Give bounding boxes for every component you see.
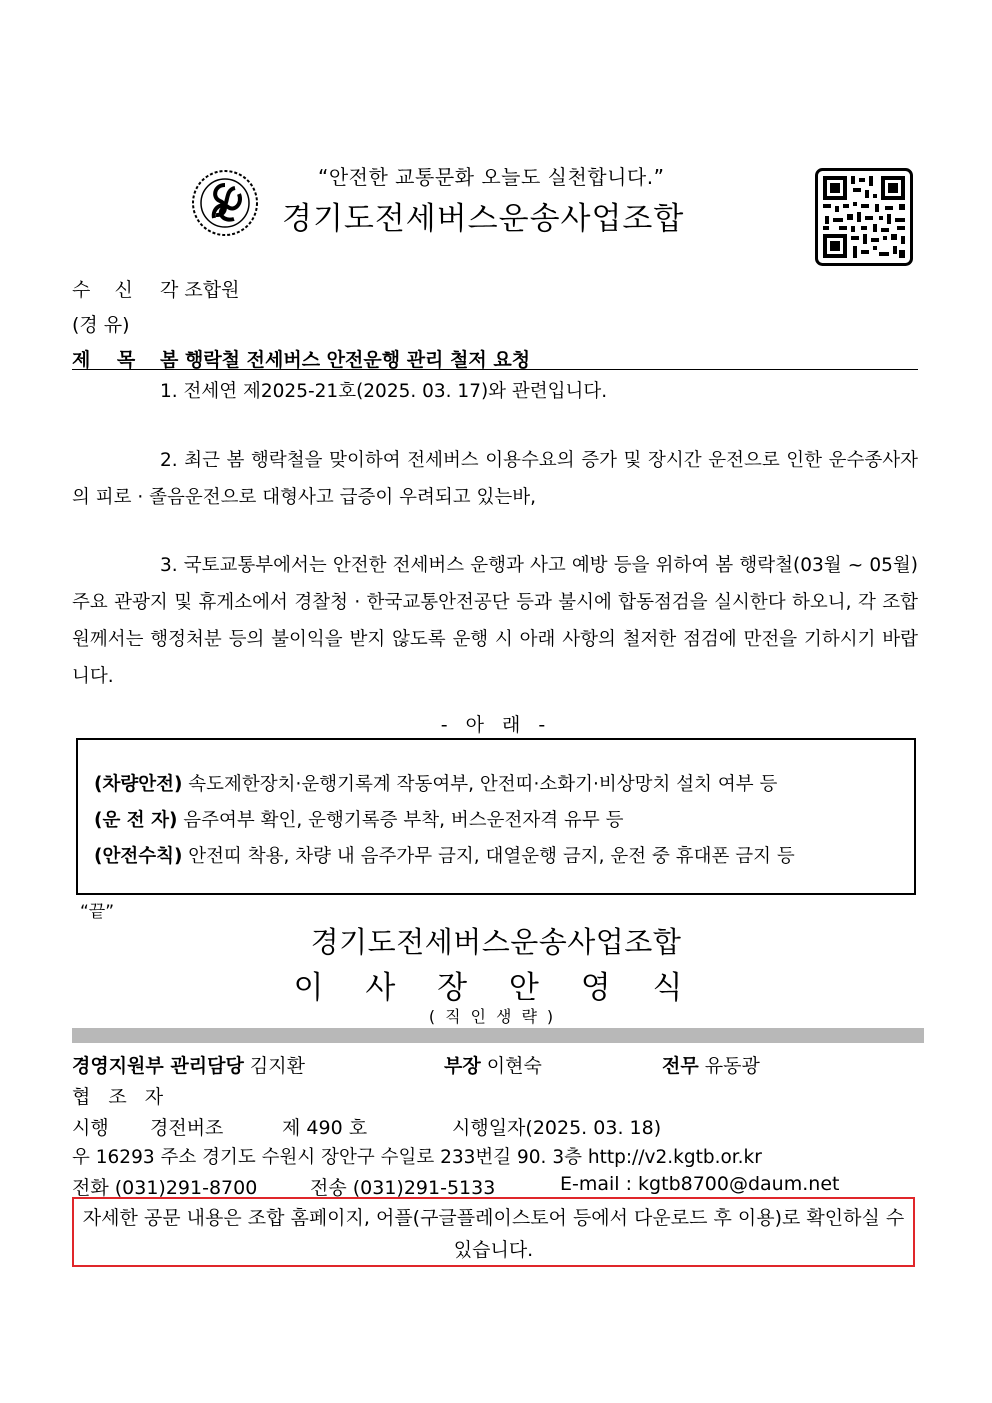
address-line: 우 16293 주소 경기도 수원시 장안구 수일로 233번길 90. 3층 http://v2.kgtb.or.kr xyxy=(72,1147,762,1168)
recipient-value: 각 조합원 xyxy=(160,279,240,301)
below-heading: - 아 래 - xyxy=(440,714,552,736)
email-link[interactable]: E-mail : kgtb8700@daum.net xyxy=(560,1173,840,1195)
chairman-name: 이 사 장 안 영 식 xyxy=(293,970,699,1006)
checklist-item-text: 속도제한장치·운행기록계 작동여부, 안전띠·소화기·비상망치 설치 여부 등 xyxy=(188,774,778,795)
phone: 전화 (031)291-8700 xyxy=(72,1177,258,1199)
staff3-role: 전무 xyxy=(662,1055,699,1077)
staff3-name: 유동광 xyxy=(704,1055,760,1077)
staff1-name: 김지환 xyxy=(249,1055,305,1077)
enforce-number: 제 490 호 xyxy=(282,1117,368,1139)
checklist-item xyxy=(94,842,795,868)
checklist-item-text: 음주여부 확인, 운행기록증 부착, 버스운전자격 유무 등 xyxy=(183,810,624,831)
via-label: (경 유) xyxy=(72,314,130,336)
divider-bar xyxy=(72,1028,924,1043)
subject-value: 봄 행락철 전세버스 안전운행 관리 철저 요청 xyxy=(160,349,531,371)
end-mark: “끝” xyxy=(80,902,115,922)
enforce-date: 시행일자(2025. 03. 18) xyxy=(452,1117,662,1139)
staff2-role: 부장 xyxy=(444,1055,481,1077)
checklist-item xyxy=(94,770,777,796)
staff2-name: 이현숙 xyxy=(486,1055,542,1077)
paragraph-2: 2. 최근 봄 행락철을 맞이하여 전세버스 이용수요의 증가 및 장시간 운전으로 인한 운수종사자의 피로 · 졸음운전으로 대형사고 급증이 우려되고 있는바, xyxy=(72,450,918,508)
subject-row xyxy=(72,345,918,370)
paragraph-3: 3. 국토교통부에서는 안전한 전세버스 운행과 사고 예방 등을 위하여 봄 행락철(03월 ~ 05월) 주요 관광지 및 휴게소에서 경찰청 · 한국교통안전공단 등과 불시에 합동점검을 실시한다 하오니, 각 조합원께서는 행정처분 등의 불이익을 받지 않도록 운행 시 아래 사항의 철저한 점검에 만전을 기하시기 바랍니다. xyxy=(72,555,918,687)
signature-org-name: 경기도전세버스운송사업조합 xyxy=(310,925,682,959)
paragraph-1: 1. 전세연 제2025-21호(2025. 03. 17)와 관련입니다. xyxy=(160,381,608,402)
enforce-label: 시행 xyxy=(72,1117,109,1139)
staff1-role: 경영지원부 관리담당 xyxy=(72,1055,244,1077)
recipient-row xyxy=(72,275,239,302)
org-title: 경기도전세버스운송사업조합 xyxy=(282,201,685,237)
checklist-item-label: (차량안전) xyxy=(94,774,183,795)
checklist-item-text: 안전띠 착용, 차량 내 음주가무 금지, 대열운행 금지, 운전 중 휴대폰 금지 등 xyxy=(188,846,795,867)
enforce-dept: 경전버조 xyxy=(150,1117,224,1139)
checklist-item-label: (운 전 자) xyxy=(94,810,178,831)
slogan: “안전한 교통문화 오늘도 실천합니다.” xyxy=(318,165,665,189)
fax: 전송 (031)291-5133 xyxy=(310,1177,496,1199)
recipient-label: 수 신 xyxy=(72,279,133,301)
via-row xyxy=(72,310,130,337)
checklist-box xyxy=(76,738,916,895)
notice-box: 자세한 공문 내용은 조합 홈페이지, 어플(구글플레이스토어 등에서 다운로드 후 이용)로 확인하실 수 있습니다. xyxy=(72,1197,915,1267)
qr-code-icon[interactable] xyxy=(815,168,913,266)
subject-label: 제 목 xyxy=(72,349,136,371)
checklist-item xyxy=(94,806,624,832)
union-logo-icon xyxy=(190,168,260,238)
seal-note: (직인생략) xyxy=(428,1007,564,1026)
checklist-item-label: (안전수칙) xyxy=(94,846,183,867)
cooperator-label: 협 조 자 xyxy=(72,1086,170,1108)
